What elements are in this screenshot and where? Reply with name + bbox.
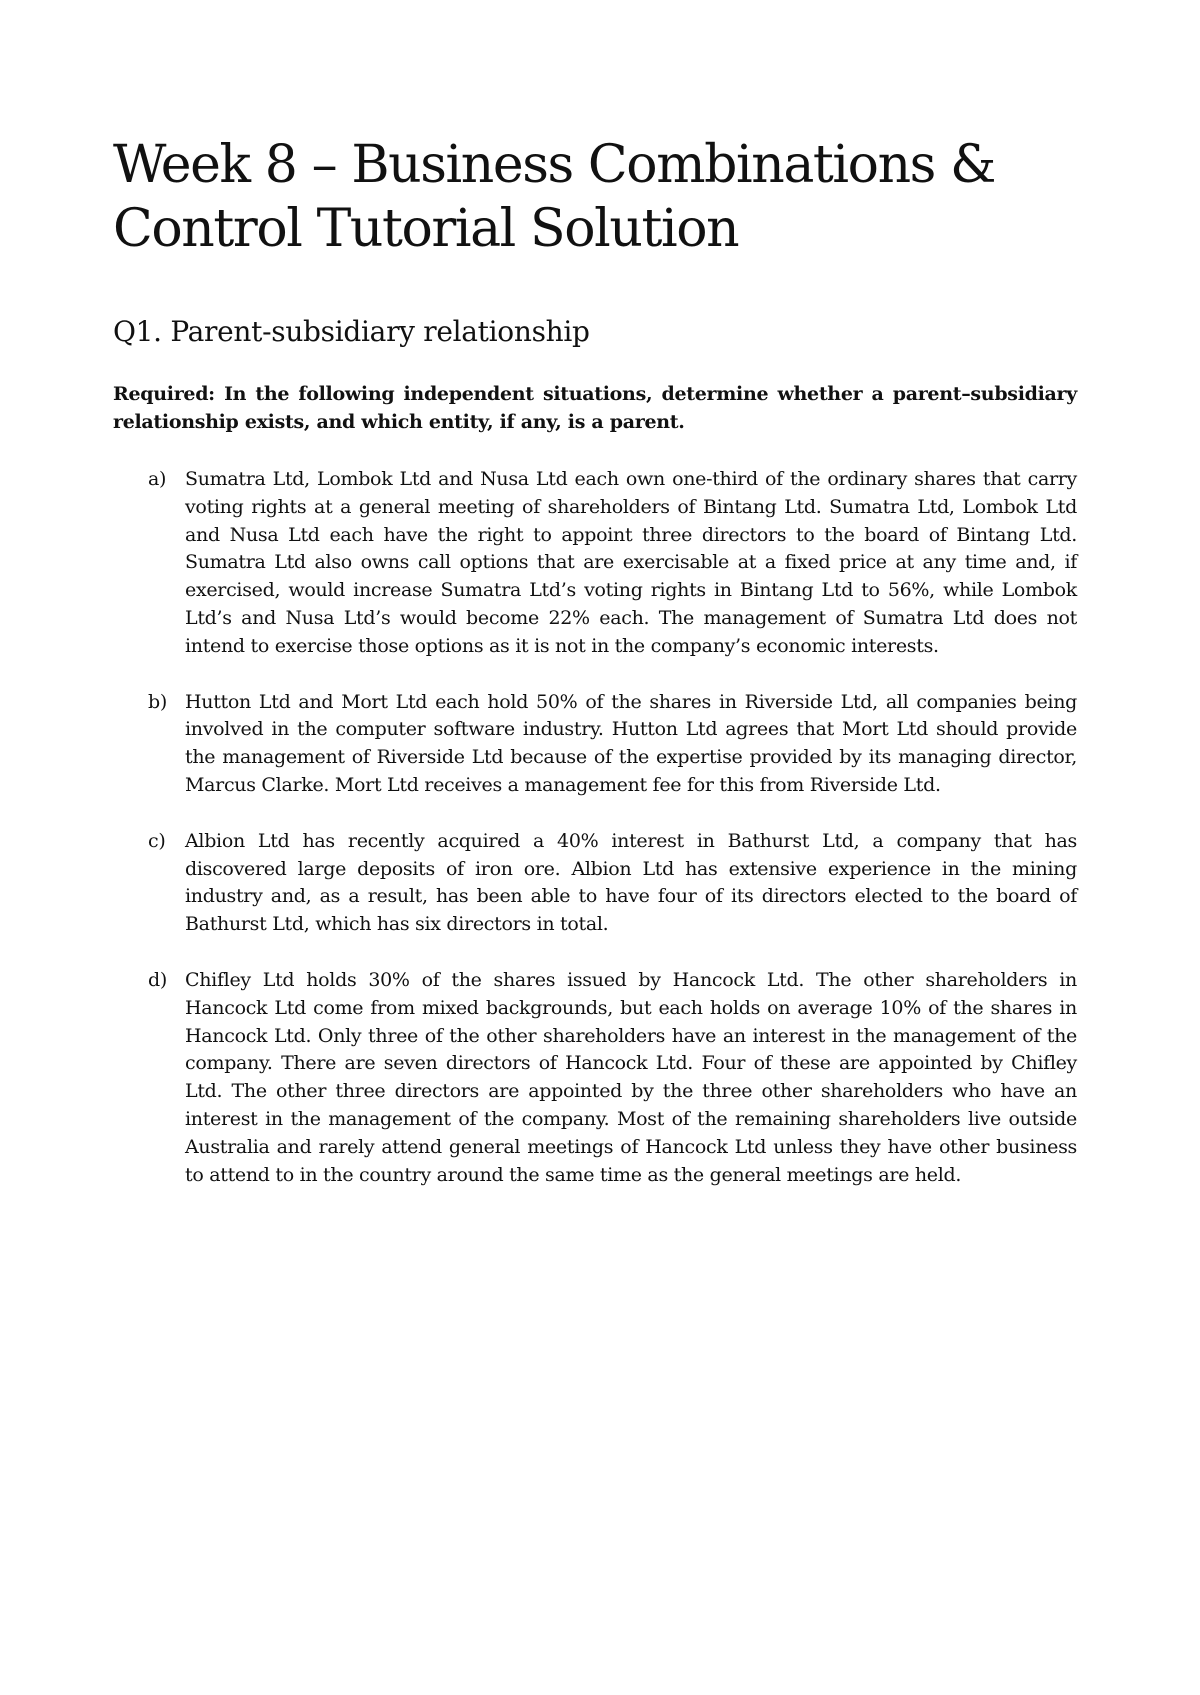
list-item <box>113 967 1077 1189</box>
required-instruction: Required: In the following independent situations, determine whether a parent–subsidiary relationship exists, and which entity, if any, is a parent. <box>113 383 1077 433</box>
item-text: Chifley Ltd holds 30% of the shares issued by Hancock Ltd. The other shareholders in Hancock Ltd come from mixed backgrounds, but each holds on average 10% of the shares in Hancock Ltd. Only three of the other shareholders have an interest in the management of the company. There are seven directors of Hancock Ltd. Four of these are appointed by Chifley Ltd. The other three directors are appointed by the three other shareholders who have an interest in the management of the company. Most of the remaining shareholders live outside Australia and rarely attend general meetings of Hancock Ltd unless they have other business to attend to in the country around the same time as the general meetings are held. <box>185 968 1077 1186</box>
question-list <box>113 466 1077 1217</box>
item-marker: a) <box>148 468 167 490</box>
item-marker: b) <box>148 690 167 713</box>
list-item <box>113 689 1077 800</box>
page-title: Week 8 – Business Combinations & Control Tutorial Solution <box>113 135 995 259</box>
item-text: Sumatra Ltd, Lombok Ltd and Nusa Ltd each own one-third of the ordinary shares that carry voting rights at a general meeting of shareholders of Bintang Ltd. Sumatra Ltd, Lombok Ltd and Nusa Ltd each have the right to appoint three directors to the board of Bintang Ltd. Sumatra Ltd also owns call options that are exercisable at a fixed price at any time and, if exercised, would increase Sumatra Ltd’s voting rights in Bintang Ltd to 56%, while Lombok Ltd’s and Nusa Ltd’s would become 22% each. The management of Sumatra Ltd does not intend to exercise those options as it is not in the company’s economic interests. <box>185 468 1077 657</box>
item-text: Albion Ltd has recently acquired a 40% interest in Bathurst Ltd, a company that has discovered large deposits of iron ore. Albion Ltd has extensive experience in the mining industry and, as a result, has been able to have four of its directors elected to the board of Bathurst Ltd, which has six directors in total. <box>185 829 1077 936</box>
item-text: Hutton Ltd and Mort Ltd each hold 50% of the shares in Riverside Ltd, all companies being involved in the computer software industry. Hutton Ltd agrees that Mort Ltd should provide the management of Riverside Ltd because of the expertise provided by its managing director, Marcus Clarke. Mort Ltd receives a management fee for this from Riverside Ltd. <box>185 690 1077 796</box>
list-item <box>113 466 1077 661</box>
section-heading: Q1. Parent-subsidiary relationship <box>113 315 590 348</box>
item-marker: c) <box>148 829 166 852</box>
item-marker: d) <box>148 968 167 991</box>
list-item <box>113 828 1077 939</box>
